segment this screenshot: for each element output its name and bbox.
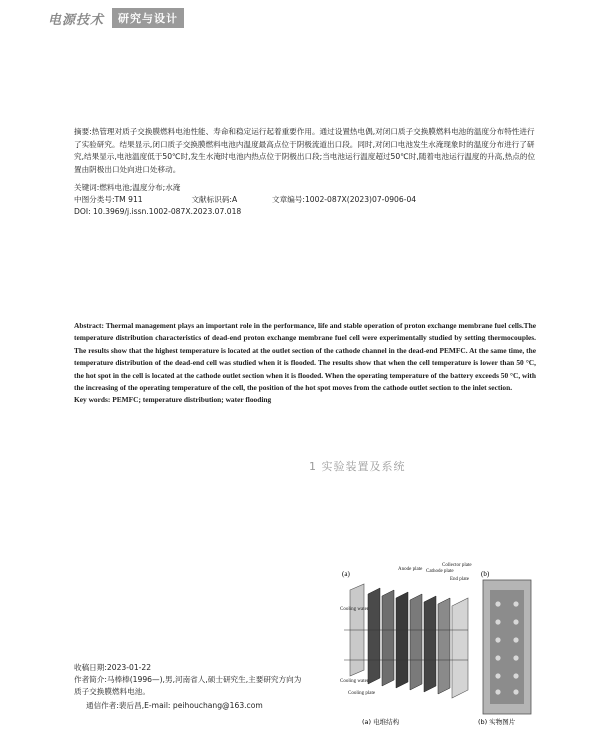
caption-b: (b) 实物图片 [478, 718, 516, 726]
abstract-cn-text: 热管理对质子交换膜燃料电池性能、寿命和稳定运行起着重要作用。通过设置热电偶,对闭口质子交换膜燃料电池的温度分布特性进行了实验研究。结果显示,闭口质子交换膜燃料电池内温度最高点位于阴极流道出口段。同时,对闭口电池发生水淹现象时的温度分布进行了研究,结果显示,电池温度低于50℃时,发生水淹时电池内热点位于阴极出口段;当电池运行温度超过50℃时,随着电池运行温度的升高,热点的位置由阴极出口处向进口处移动。 [74, 127, 536, 174]
keywords-en-text: PEMFC; temperature distribution; water flooding [112, 395, 272, 404]
label-cathode-plate: Cathode plate [426, 569, 454, 574]
end-plate-right [452, 598, 468, 698]
section-heading: 1 实验装置及系统 [309, 460, 406, 473]
corresponding-author: 通信作者:裴后昌,E-mail: peihouchang@163.com [86, 701, 263, 710]
abstract-cn [74, 126, 536, 176]
running-header [48, 8, 184, 28]
column-tag: 研究与设计 [112, 8, 184, 28]
abstract-cn-label: 摘要: [74, 127, 92, 136]
author-intro: 作者简介:马棒棒(1996—),男,河南省人,硕士研究生,主要研究方向为质子交换膜燃料电池。 [74, 675, 302, 696]
abstract-en-text: Thermal management plays an important role in the performance, life and stable operation of proton exchange membrane fuel cells.The temperature distribution characteristics of dead-end proton exchange membrane fuel cell were experimentally studied by setting thermocouples. The results show that the highest temperature is located at the outlet section of the cathode channel in the dead-end PEMFC. At the same time, the temperature distribution of the dead-end cell was studied when it is flooded. The results show that when the cell temperature is lower than 50 °C, the hot spot in the cell is located at the cathode outlet section when it is flooded. When the operating temperature of the battery exceeds 50 °C, with the increasing of the operating temperature of the cell, the position of the hot spot moves from the cathode outlet section to the inlet section. [74, 321, 536, 393]
panel-b-label: (b) [481, 570, 490, 578]
abstract-en-label: Abstract: [74, 321, 104, 330]
journal-name: 电源技术 [48, 12, 105, 28]
stack-figure [340, 560, 536, 728]
panel-a-label: (a) [342, 570, 350, 578]
stack-photo [483, 580, 531, 714]
caption-a: (a) 电堆结构 [362, 718, 400, 726]
label-cooling-water-in: Cooling water [340, 607, 369, 612]
received-date: 收稿日期:2023-01-22 [74, 663, 152, 672]
plate-1 [368, 588, 380, 684]
plate-4 [410, 594, 422, 690]
keywords-en [74, 395, 271, 404]
label-cooling-plate: Cooling plate [348, 691, 376, 696]
label-end-plate: End plate [450, 577, 470, 582]
document-code: 文献标识码:A [191, 195, 238, 204]
stack-photo-face [490, 590, 524, 704]
keywords-cn [74, 182, 180, 194]
collector-plate [438, 598, 450, 694]
keywords-cn-text: 燃料电池;温度分布;水淹 [99, 183, 181, 192]
keywords-cn-label: 关键词: [74, 183, 100, 192]
doi: DOI: 10.3969/j.issn.1002-087X.2023.07.018 [74, 207, 242, 216]
plate-5 [424, 596, 436, 692]
label-anode-plate: Anode plate [398, 567, 423, 572]
classification-row [74, 194, 416, 206]
stack-figure-svg [340, 560, 536, 728]
label-cooling-water-out: Cooling water [340, 679, 369, 684]
article-number: 文章编号:1002-087X(2023)07-0906-04 [272, 195, 417, 204]
plate-3 [396, 592, 408, 688]
plate-2 [382, 590, 394, 686]
clc-number: 中图分类号:TM 911 [74, 195, 143, 204]
abstract-en [74, 320, 536, 394]
keywords-en-label: Key words: [74, 395, 111, 404]
label-collector-plate: Collector plate [442, 563, 472, 568]
